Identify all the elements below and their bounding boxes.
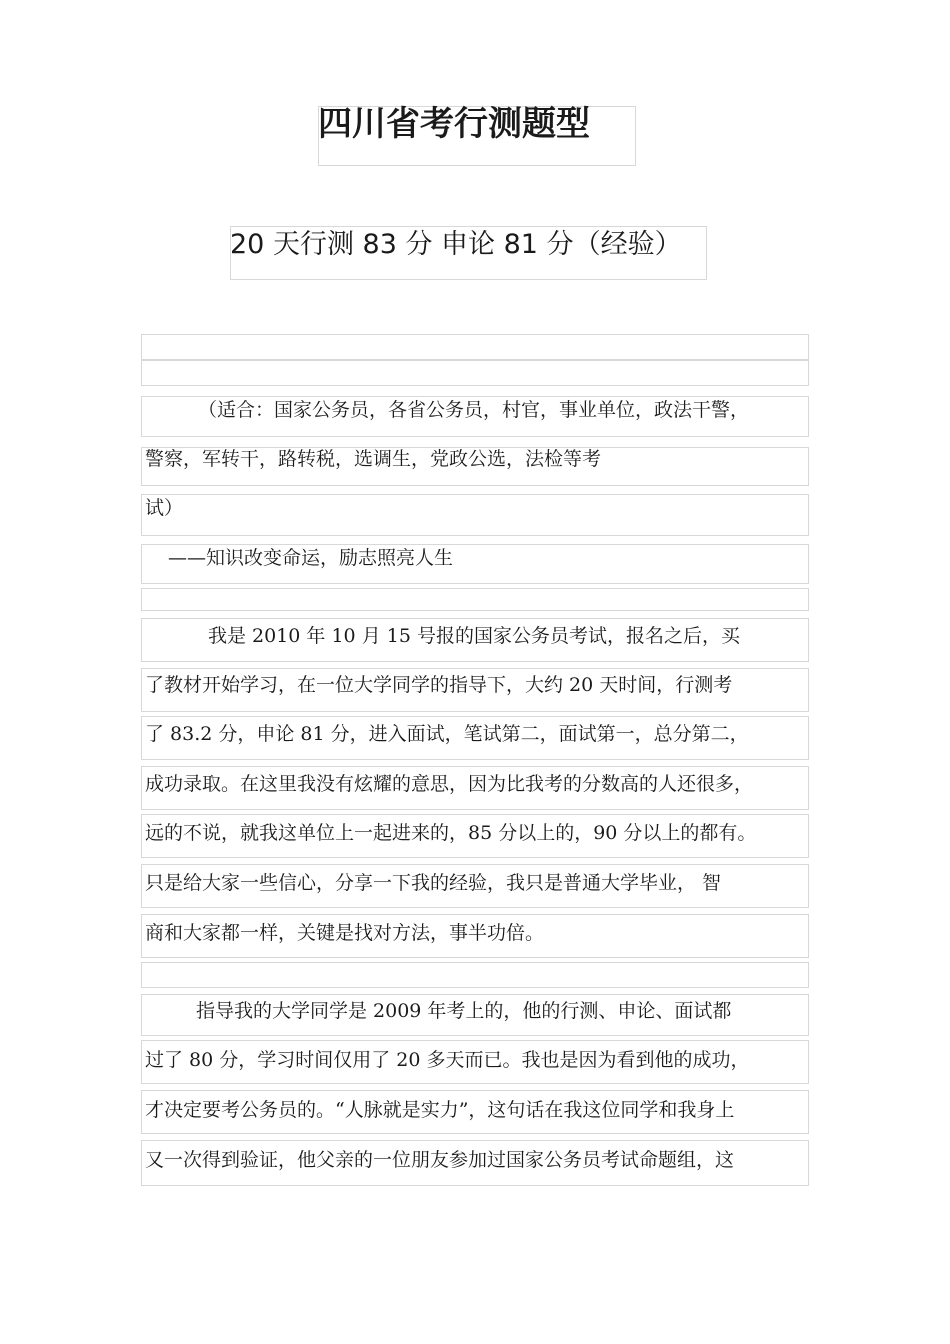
paragraph-line: 远的不说，就我这单位上一起进来的，85 分以上的，90 分以上的都有。	[145, 822, 757, 844]
text-frame	[141, 334, 809, 360]
paragraph-line: 了 83.2 分，申论 81 分，进入面试，笔试第二，面试第一，总分第二，	[145, 723, 749, 745]
intro-line: 试）	[145, 497, 184, 519]
paragraph-line: 只是给大家一些信心，分享一下我的经验，我只是普通大学毕业， 智	[145, 872, 722, 894]
paragraph-line: 过了 80 分，学习时间仅用了 20 多天而已。我也是因为看到他的成功，	[145, 1049, 750, 1071]
motto: ——知识改变命运，励志照亮人生	[168, 547, 454, 569]
paragraph-line: 商和大家都一样，关键是找对方法，事半功倍。	[145, 922, 545, 944]
paragraph-line: 了教材开始学习，在一位大学同学的指导下，大约 20 天时间，行测考	[145, 674, 733, 696]
intro-line: 警察，军转干，路转税，选调生，党政公选，法检等考	[145, 448, 602, 470]
page-subtitle: 20 天行测 83 分 申论 81 分（经验）	[230, 229, 682, 260]
paragraph-line: 又一次得到验证，他父亲的一位朋友参加过国家公务员考试命题组，这	[145, 1149, 735, 1171]
intro-line: （适合：国家公务员，各省公务员，村官，事业单位，政法干警，	[198, 399, 750, 421]
page-title: 四川省考行测题型	[318, 104, 590, 144]
text-frame	[141, 360, 809, 386]
text-frame	[141, 962, 809, 988]
text-frame	[141, 588, 809, 611]
paragraph-line: 成功录取。在这里我没有炫耀的意思，因为比我考的分数高的人还很多，	[145, 773, 754, 795]
paragraph-line: 指导我的大学同学是 2009 年考上的，他的行测、申论、面试都	[196, 1000, 732, 1022]
paragraph-line: 才决定要考公务员的。“人脉就是实力”，这句话在我这位同学和我身上	[145, 1099, 735, 1121]
paragraph-line: 我是 2010 年 10 月 15 号报的国家公务员考试，报名之后，买	[208, 625, 740, 647]
